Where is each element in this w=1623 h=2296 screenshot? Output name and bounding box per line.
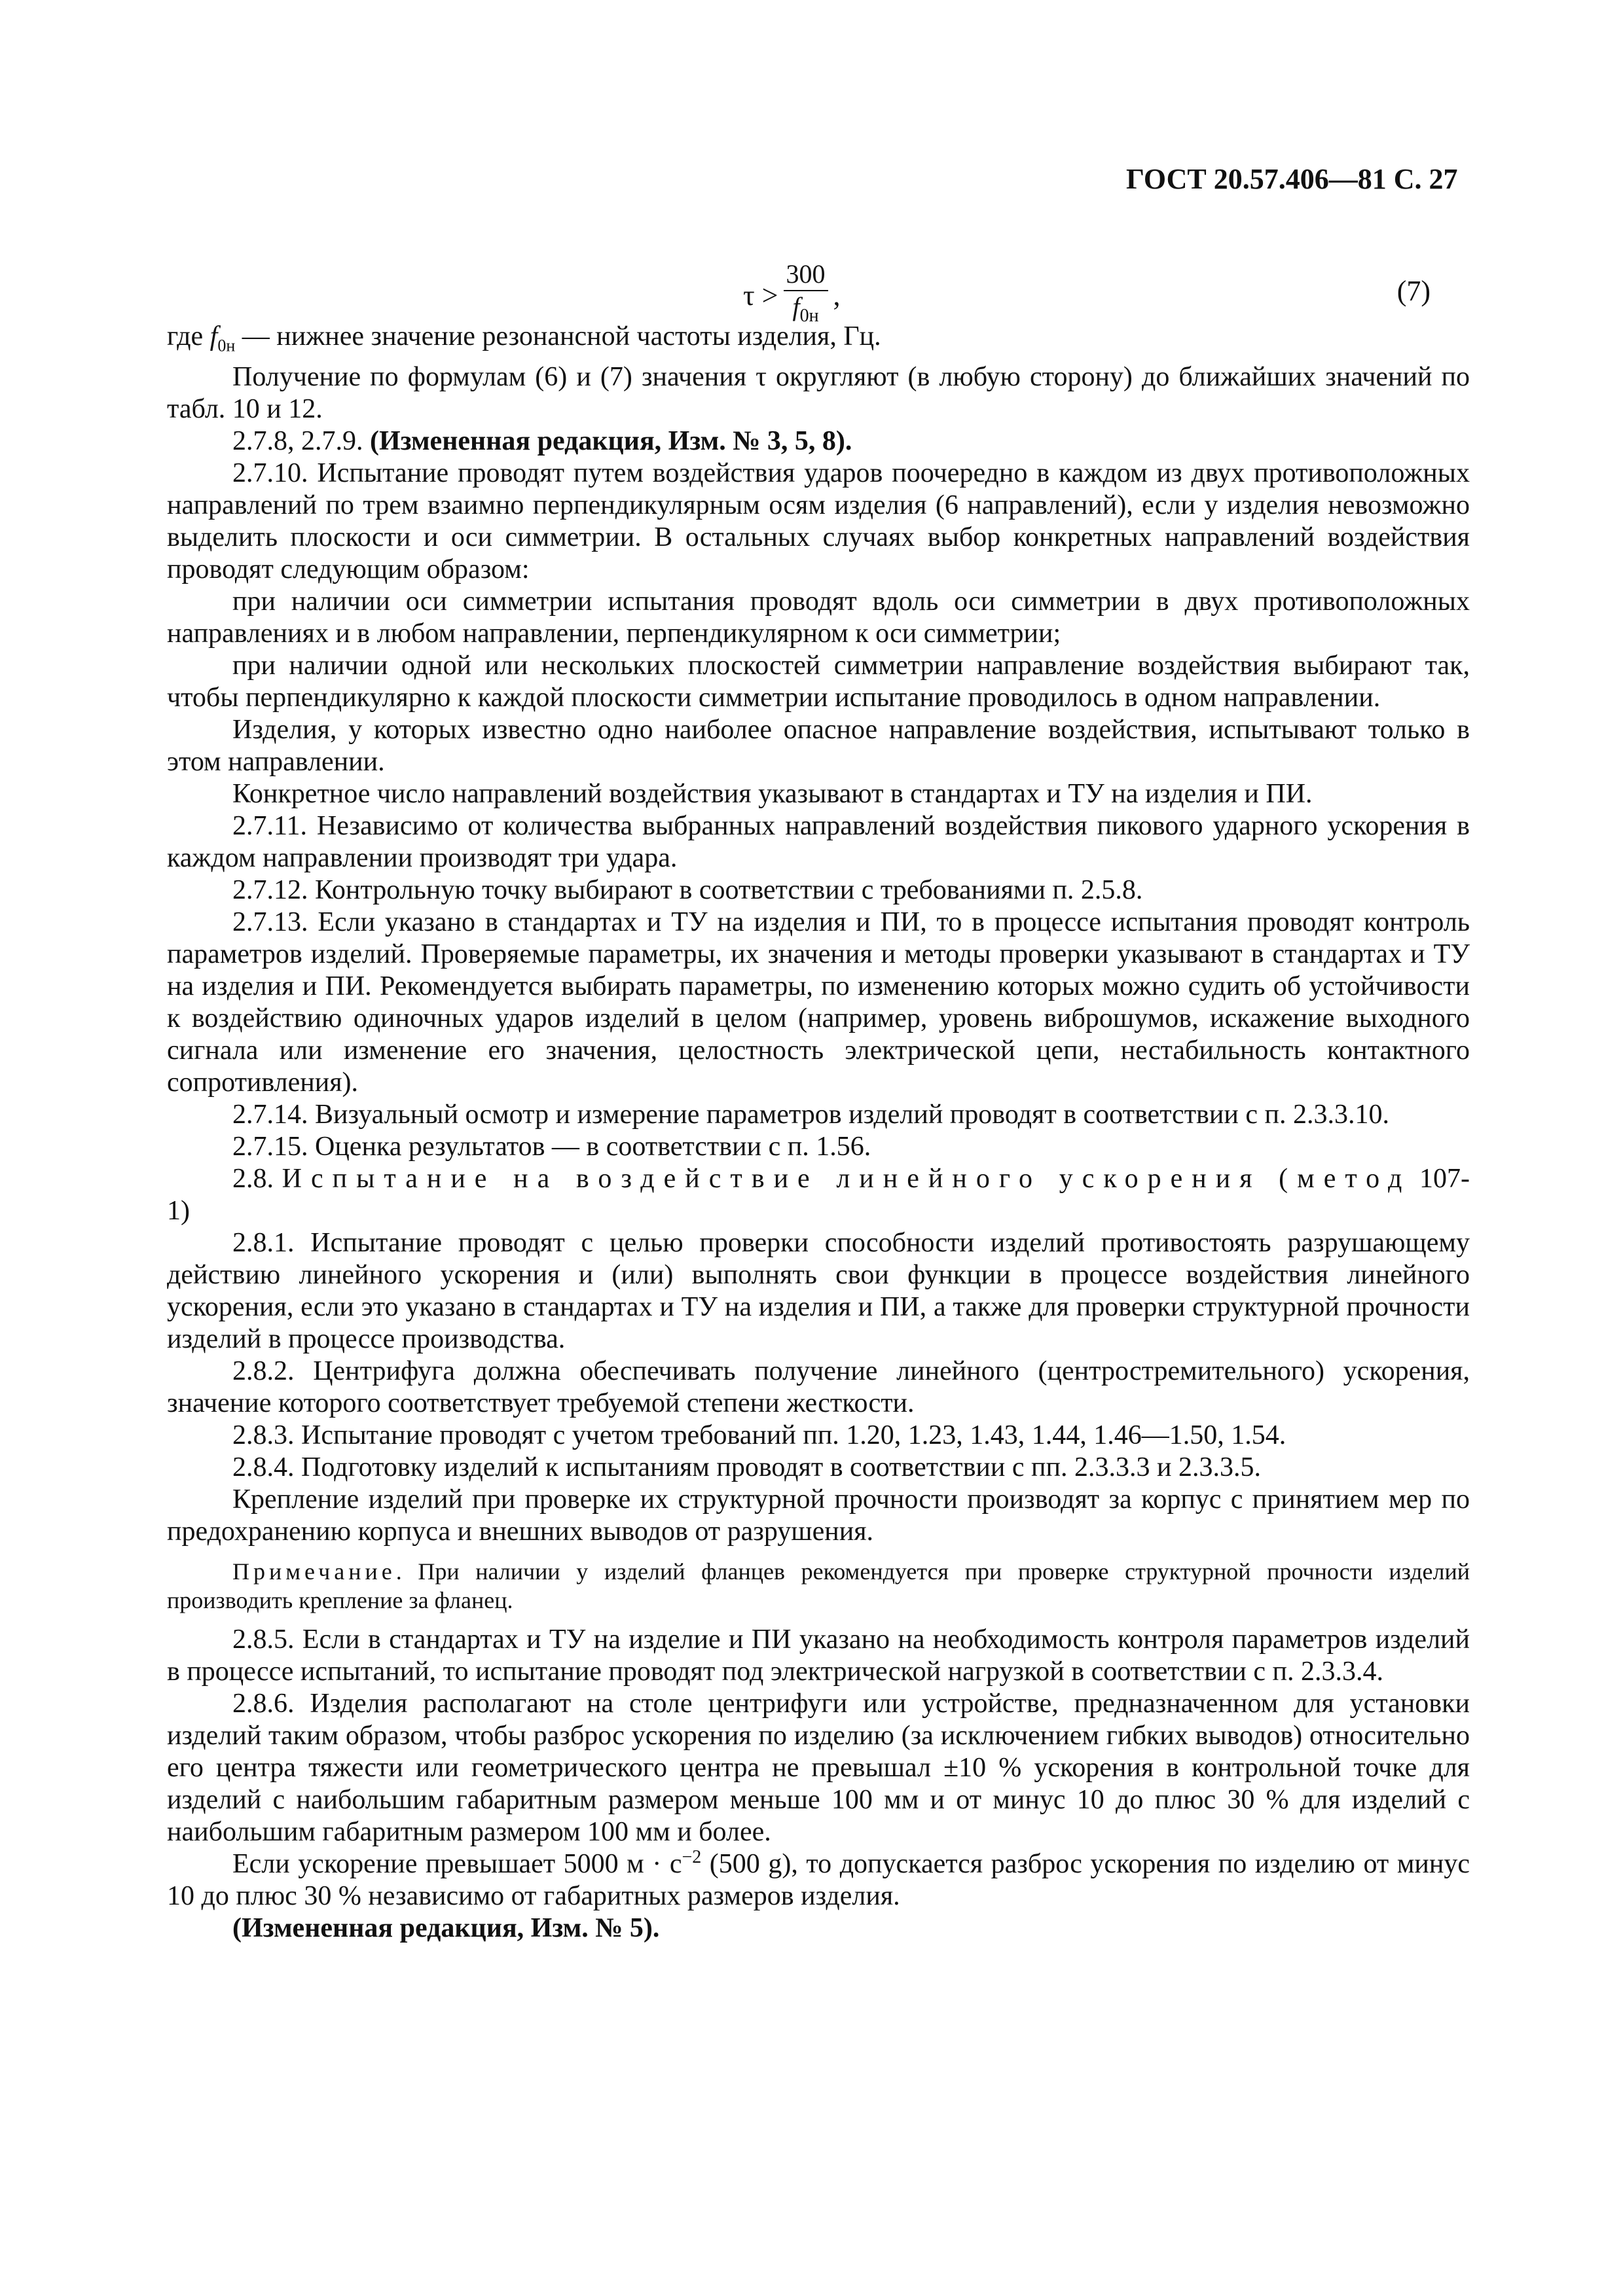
paragraph-21: 2.8.6. Изделия располагают на столе центрифуги или устройстве, предназначенном для установки изделий таким образом, чтобы разброс ускорения по изделию (за исключением гибких выводов) относительно его центра тяжести или геометрического центра не превышал ±10 % ускорения в контрольной точке для изделий с наибольшим габаритным размером меньше 100 мм и от минус 10 до плюс 30 % для изделий с наибольшим габаритным размером 100 мм и более. xyxy=(167,1689,1470,1848)
document-body xyxy=(167,321,1470,1945)
p3-number: 2.7.8, 2.7.9. xyxy=(232,426,370,457)
paragraph-10: 2.7.12. Контрольную точку выбирают в соответствии с требованиями п. 2.5.8. xyxy=(232,875,1143,906)
paragraph-12: 2.7.14. Визуальный осмотр и измерение параметров изделий проводят в соответствии с п. 2.3.3.10. xyxy=(232,1100,1389,1130)
paragraph-20: 2.8.5. Если в стандартах и ТУ на изделие и ПИ указано на необходимость контроля параметров изделий в процессе испытаний, то испытание проводят под электрической нагрузкой в соответствии с п. 2.3.3.4. xyxy=(167,1624,1470,1687)
paragraph-19: Крепление изделий при проверке их структурной прочности производят за корпус с принятием мер по предохранению корпуса и внешних выводов от разрушения. xyxy=(167,1484,1470,1547)
p1-variable-sub: 0н xyxy=(217,336,236,355)
section-method: 107-1) xyxy=(167,1164,1470,1227)
paragraph-6: при наличии одной или нескольких плоскостей симметрии направление воздействия выбирают так, чтобы перпендикулярно к каждой плоскости симметрии испытание проводилось в одном направлении. xyxy=(167,651,1470,713)
paragraph-18: 2.8.4. Подготовку изделий к испытаниям проводят в соответствии с пп. 2.3.3.3 и 2.3.3.5. xyxy=(232,1452,1261,1483)
p1-text-a: где xyxy=(167,321,210,351)
note-label: Примечание xyxy=(232,1558,396,1585)
paragraph-7: Изделия, у которых известно одно наиболее опасное направление воздействия, испытывают только в этом направлении. xyxy=(167,715,1470,778)
note xyxy=(167,1557,1470,1615)
p22-text-b: (500 g), то допускается разброс ускорения по изделию от минус 10 до плюс 30 % независимо от габаритных размеров изделия. xyxy=(167,1849,1470,1912)
section-heading-2-8 xyxy=(167,1163,1470,1227)
formula-7 xyxy=(167,252,1470,324)
paragraph-3 xyxy=(167,425,1470,457)
paragraph-9: 2.7.11. Независимо от количества выбранных направлений воздействия пикового ударного ускорения в каждом направлении производят три удара. xyxy=(167,811,1470,874)
note-text: . При наличии у изделий фланцев рекомендуется при проверке структурной прочности изделий производить крепление за фланец. xyxy=(167,1558,1470,1614)
paragraph-1 xyxy=(167,321,1470,361)
formula-denominator-f: f xyxy=(792,292,800,321)
paragraph-11: 2.7.13. Если указано в стандартах и ТУ на изделия и ПИ, то в процессе испытания проводят контроль параметров изделий. Проверяемые параметры, их значения и методы проверки указывают в стандартах и ТУ на изделия и ПИ. Рекомендуется выбирать параметры, по изменению которых можно судить об устойчивости к воздействию одиночных ударов изделий в целом (например, уровень виброшумов, искажение выходного сигнала или изменение его значения, целостность электрической цепи, нестабильность контактного сопротивления). xyxy=(167,907,1470,1098)
paragraph-8: Конкретное число направлений воздействия указывают в стандартах и ТУ на изделия и ПИ. xyxy=(232,779,1313,810)
paragraph-17: 2.8.3. Испытание проводят с учетом требований пп. 1.20, 1.23, 1.43, 1.44, 1.46—1.50, 1.54. xyxy=(232,1420,1286,1451)
section-number: 2.8. xyxy=(232,1164,282,1194)
formula-denominator-sub: 0н xyxy=(799,306,819,326)
formula-number: (7) xyxy=(1396,275,1431,307)
p1-variable-f: f xyxy=(210,321,218,351)
p22-text-a: Если ускорение превышает 5000 м · с xyxy=(232,1849,682,1880)
formula-numerator: 300 xyxy=(784,259,828,291)
p1-variable xyxy=(210,321,236,355)
paragraph-4: 2.7.10. Испытание проводят путем воздействия ударов поочередно в каждом из двух противоположных направлений по трем взаимно перпендикулярным осям изделия (6 направлений), если у изделия невозможно выделить плоскости и оси симметрии. В остальных случаях выбор конкретных направлений воздействия проводят следующим образом: xyxy=(167,458,1470,585)
p3-revision: (Измененная редакция, Изм. № 3, 5, 8). xyxy=(370,426,852,457)
formula-comma: , xyxy=(833,279,841,312)
paragraph-23-revision: (Измененная редакция, Изм. № 5). xyxy=(232,1913,660,1944)
paragraph-2: Получение по формулам (6) и (7) значения τ округляют (в любую сторону) до ближайших значений по табл. 10 и 12. xyxy=(167,362,1470,425)
page-header: ГОСТ 20.57.406—81 С. 27 xyxy=(1126,163,1458,195)
section-title: Испытание на воздействие линейного ускорения (метод xyxy=(282,1164,1412,1194)
paragraph-16: 2.8.2. Центрифуга должна обеспечивать получение линейного (центростремительного) ускорения, значение которого соответствует требуемой степени жесткости. xyxy=(167,1356,1470,1419)
paragraph-5: при наличии оси симметрии испытания проводят вдоль оси симметрии в двух противоположных направлениях и в любом направлении, перпендикулярном к оси симметрии; xyxy=(167,586,1470,649)
p22-superscript: −2 xyxy=(682,1847,702,1868)
formula-lhs: τ > xyxy=(743,279,778,312)
paragraph-13: 2.7.15. Оценка результатов — в соответствии с п. 1.56. xyxy=(232,1132,871,1162)
p1-text-b: — нижнее значение резонансной частоты изделия, Гц. xyxy=(235,321,881,351)
paragraph-22 xyxy=(167,1848,1470,1912)
paragraph-15: 2.8.1. Испытание проводят с целью проверки способности изделий противостоять разрушающему действию линейного ускорения и (или) выполнять свои функции в процессе воздействия линейного ускорения, если это указано в стандартах и ТУ на изделия и ПИ, а также для проверки структурной прочности изделий в процессе производства. xyxy=(167,1228,1470,1355)
